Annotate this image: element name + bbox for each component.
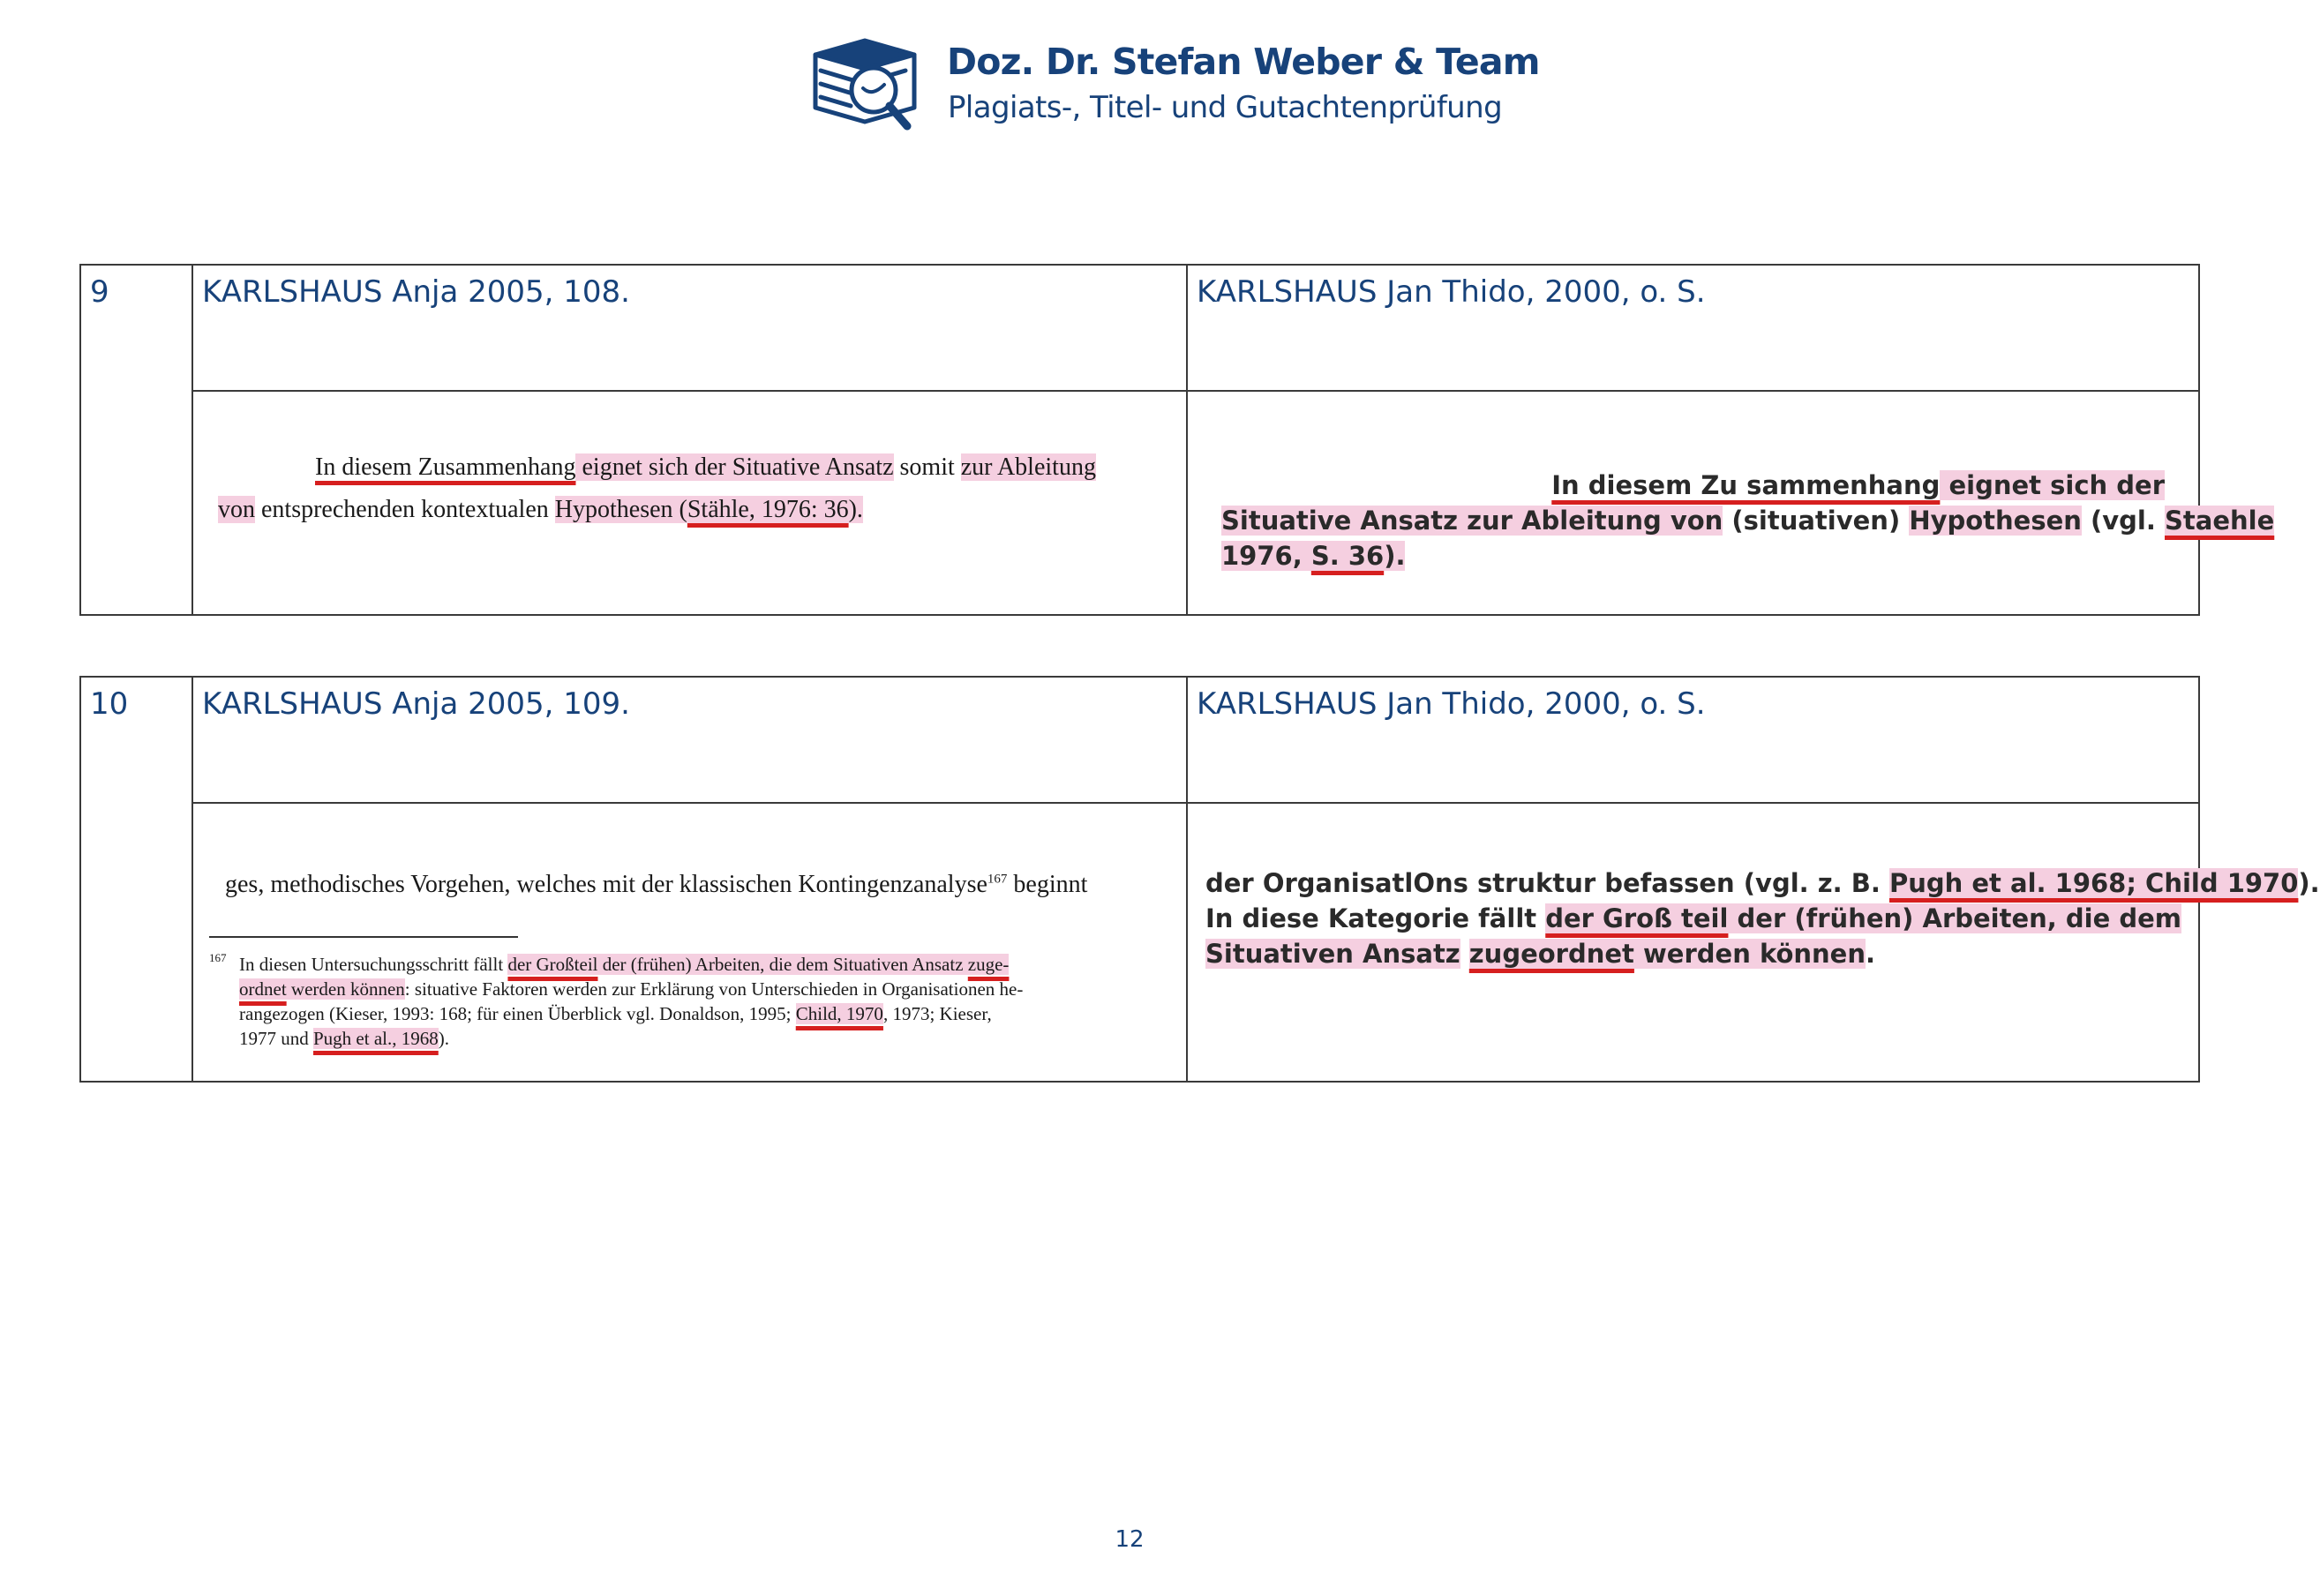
excerpt-line: ges, methodisches Vorgehen, welches mit der klassischen Kontingenzanalyse$^{167}$ beginnt <box>225 871 1088 898</box>
footnote-line: In diesen Untersuchungsschritt fällt der Großteil der (frühen) Arbeiten, die dem Situativen Ansatz zuge- <box>239 954 1010 975</box>
footnote-divider <box>209 936 518 938</box>
excerpt-line: In diesem Zusammenhang eignet sich der Situative Ansatz somit zur Ableitung <box>315 453 1096 481</box>
comparison-number: 10 <box>80 677 192 1082</box>
excerpt-line: von entsprechenden kontextualen Hypothesen (Stähle, 1976: 36). <box>218 496 863 523</box>
source-reference-left: KARLSHAUS Anja 2005, 108. <box>192 265 1187 391</box>
footnote-line: rangezogen (Kieser, 1993: 168; für einen Überblick vgl. Donaldson, 1995; Child, 1970, 1973; Kieser, <box>239 1003 992 1024</box>
source-reference-right: KARLSHAUS Jan Thido, 2000, o. S. <box>1187 677 2199 803</box>
scan-excerpt-left <box>192 803 1187 1082</box>
footnote-line: ordnet werden können: situative Faktoren werden zur Erklärung von Unterschieden in Organisationen he- <box>239 978 1024 1000</box>
page-number: 12 <box>1115 1526 1145 1553</box>
scan-excerpt-left <box>192 391 1187 615</box>
excerpt-line: In diese Kategorie fällt der Groß teil der (frühen) Arbeiten, die dem <box>1205 903 2182 933</box>
book-magnifier-icon <box>810 35 920 132</box>
comparison-table-10 <box>79 676 2320 1083</box>
brand-tagline: Plagiats-, Titel- und Gutachtenprüfung <box>948 90 1503 125</box>
web-excerpt-right <box>1187 391 2275 615</box>
brand-name: Doz. Dr. Stefan Weber & Team <box>947 41 1540 83</box>
web-excerpt-right <box>1187 803 2320 1082</box>
comparison-table-9 <box>79 264 2275 616</box>
excerpt-line: Situativen Ansatz zugeordnet werden können. <box>1205 939 1876 969</box>
source-reference-left: KARLSHAUS Anja 2005, 109. <box>192 677 1187 803</box>
excerpt-line: Situative Ansatz zur Ableitung von (situativen) Hypothesen (vgl. Staehle <box>1221 506 2275 536</box>
excerpt-line: der OrganisatlOns struktur befassen (vgl. z. B. Pugh et al. 1968; Child 1970). <box>1205 868 2320 898</box>
footnote-line: 1977 und Pugh et al., 1968). <box>239 1028 449 1049</box>
comparison-number: 9 <box>80 265 192 615</box>
footnote-marker: 167 <box>209 951 227 964</box>
source-reference-right: KARLSHAUS Jan Thido, 2000, o. S. <box>1187 265 2199 391</box>
excerpt-line: 1976, S. 36). <box>1221 541 1406 571</box>
excerpt-line: In diesem Zu sammenhang eignet sich der <box>1551 470 2165 500</box>
